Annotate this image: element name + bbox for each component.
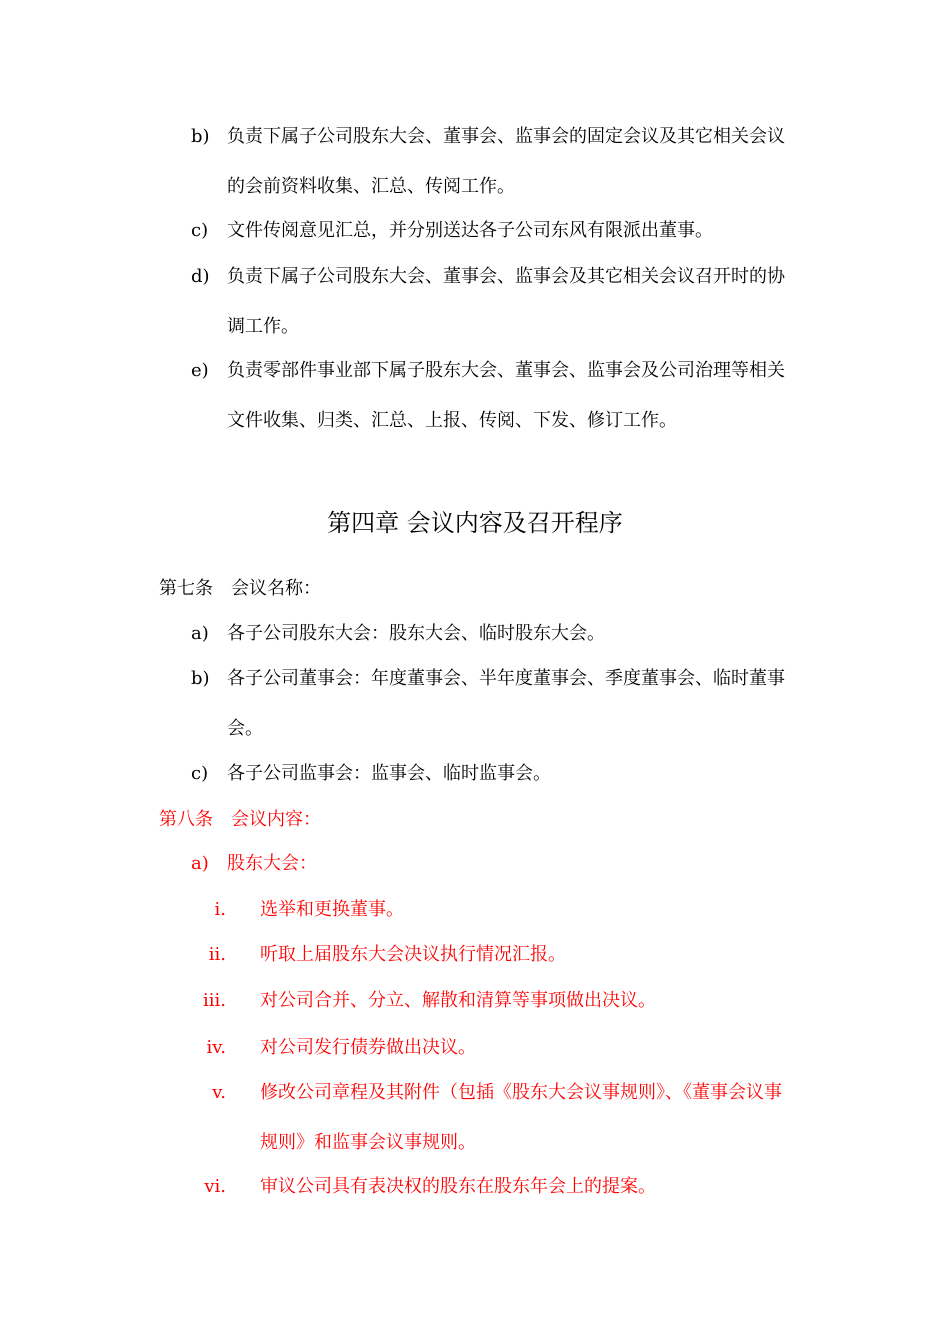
roman-item-label: i.: [214, 899, 226, 920]
roman-item-label: ii.: [208, 944, 226, 965]
list-item-text: 各子公司董事会：年度董事会、半年度董事会、季度董事会、临时董事: [227, 668, 785, 689]
roman-item-label: vi.: [204, 1176, 226, 1197]
roman-item-label: v.: [212, 1082, 226, 1103]
article-number: 第八条: [159, 809, 213, 830]
list-item-label: c): [191, 763, 209, 784]
roman-item-text: 修改公司章程及其附件（包插《股东大会议事规则》、《董事会议事: [260, 1082, 782, 1103]
roman-item-label: iii.: [203, 990, 226, 1011]
sub-section-label: a): [191, 853, 209, 874]
roman-item-text: 选举和更换董事。: [260, 899, 404, 920]
list-item-label: a): [191, 623, 209, 644]
article-title: 会议内容：: [231, 809, 321, 830]
list-item-text: 文件收集、归类、汇总、上报、传阅、下发、修订工作。: [227, 410, 677, 431]
list-item-text: 文件传阅意见汇总，并分别送达各子公司东风有限派出董事。: [227, 220, 713, 241]
roman-item-text: 听取上届股东大会决议执行情况汇报。: [260, 944, 566, 965]
list-item-text: 各子公司股东大会：股东大会、临时股东大会。: [227, 623, 605, 644]
roman-item-text: 审议公司具有表决权的股东在股东年会上的提案。: [260, 1176, 656, 1197]
sub-section-title: 股东大会：: [227, 853, 317, 874]
roman-item-text: 规则》和监事会议事规则。: [260, 1132, 476, 1153]
list-item-label: d): [191, 266, 210, 287]
roman-item-text: 对公司发行债券做出决议。: [260, 1037, 476, 1058]
chapter-title: 第四章 会议内容及召开程序: [327, 509, 623, 537]
roman-item-text: 对公司合并、分立、解散和清算等事项做出决议。: [260, 990, 656, 1011]
article-title: 会议名称：: [231, 578, 321, 599]
list-item-label: b): [191, 126, 210, 147]
list-item-label: c): [191, 220, 209, 241]
article-number: 第七条: [159, 578, 213, 599]
list-item-text: 负责零部件事业部下属子股东大会、董事会、监事会及公司治理等相关: [227, 360, 785, 381]
list-item-label: e): [191, 360, 209, 381]
list-item-text: 负责下属子公司股东大会、董事会、监事会的固定会议及其它相关会议: [227, 126, 785, 147]
list-item-text: 各子公司监事会：监事会、临时监事会。: [227, 763, 551, 784]
list-item-label: b): [191, 668, 210, 689]
list-item-text: 会。: [227, 718, 263, 739]
list-item-text: 调工作。: [227, 316, 299, 337]
list-item-text: 的会前资料收集、汇总、传阅工作。: [227, 176, 515, 197]
list-item-text: 负责下属子公司股东大会、董事会、监事会及其它相关会议召开时的协: [227, 266, 785, 287]
roman-item-label: iv.: [206, 1037, 226, 1058]
